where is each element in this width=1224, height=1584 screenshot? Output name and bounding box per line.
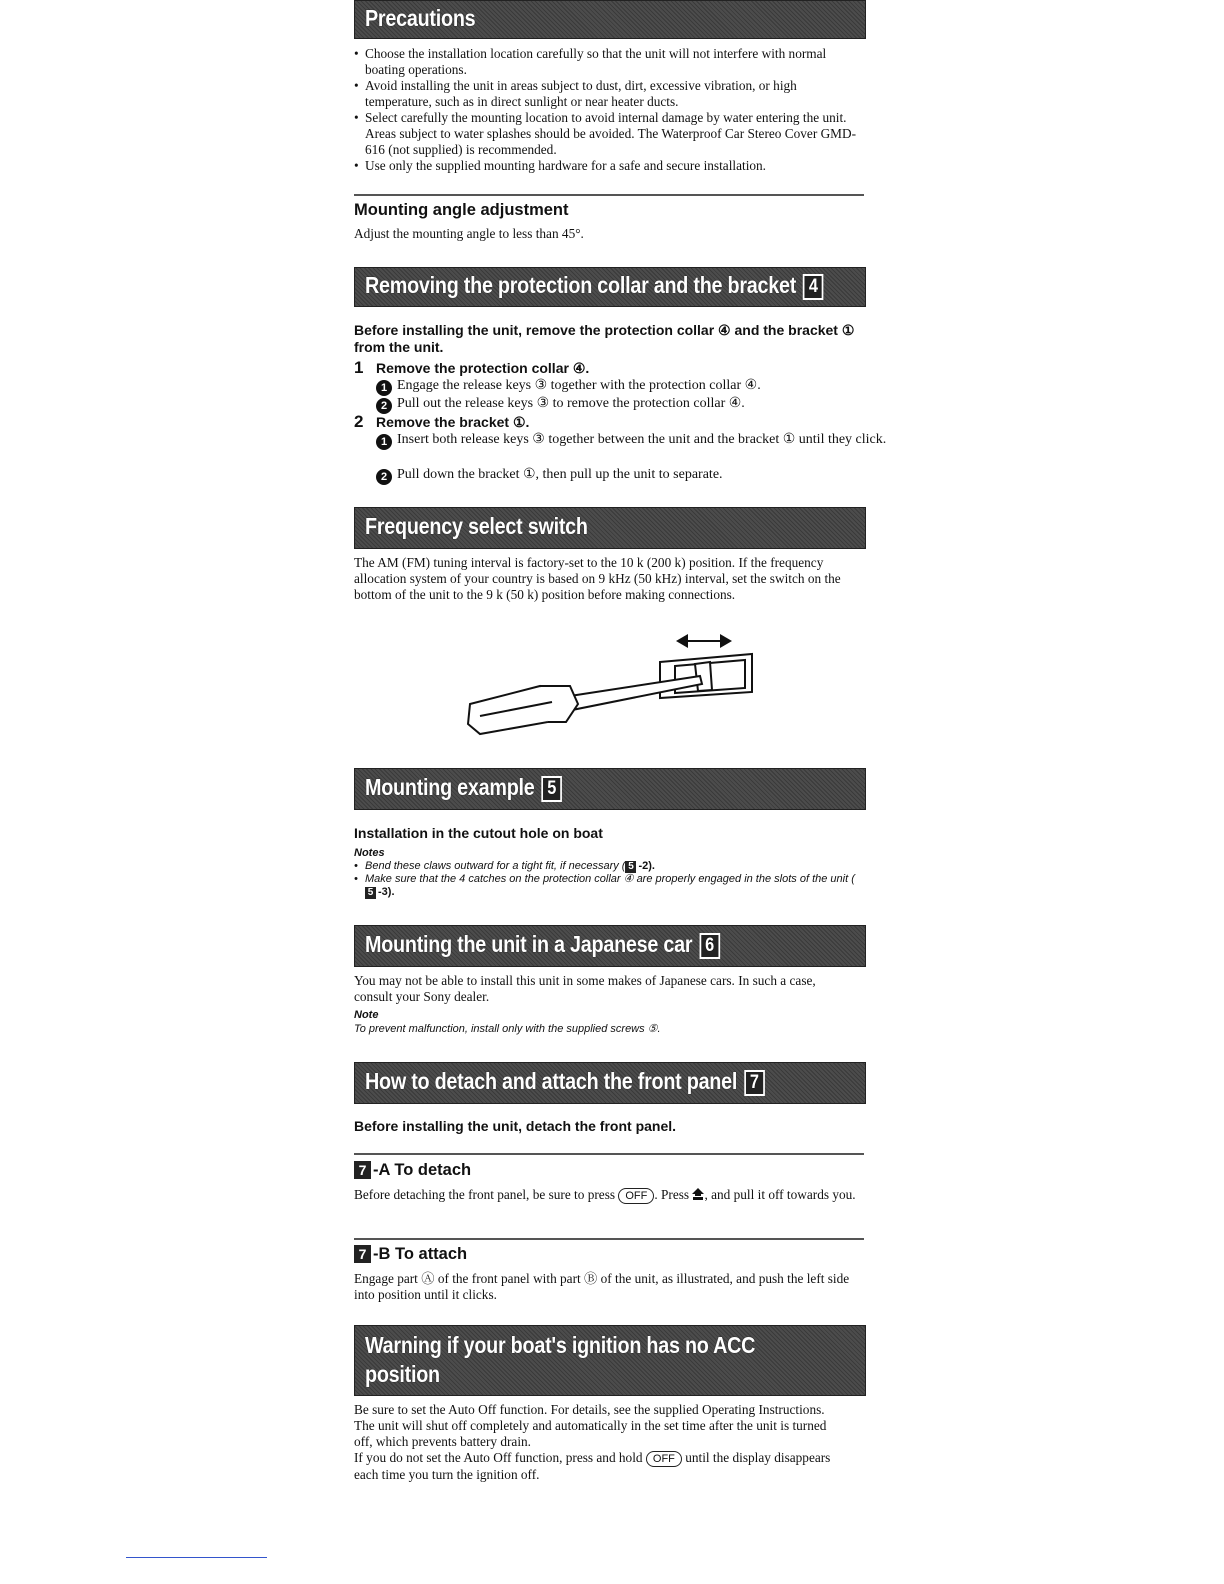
precaution-item: • Avoid installing the unit in areas subject to dust, dirt, excessive vibration, or high temperature, such as in direct sunlight or near heater ducts. (354, 78, 864, 110)
step-number: 1 (354, 358, 364, 377)
warning-title-line2: position (365, 1361, 440, 1387)
warning-banner (354, 1325, 866, 1396)
release-icon (692, 1188, 704, 1200)
attach-heading: 7 -B To attach (354, 1245, 864, 1264)
off-key: OFF (646, 1451, 682, 1467)
substep-text: Insert both release keys ③ together between the unit and the bracket ① until they click. (397, 432, 887, 447)
substep-text: Pull down the bracket ①, then pull up the unit to separate. (397, 467, 723, 482)
precaution-item: • Select carefully the mounting location to avoid internal damage by water entering the unit. Areas subject to water splashes should be avoided. The Waterproof Car Stereo Cover GMD-616 (not supplied) is recommended. (354, 110, 864, 158)
detach-heading: 7 -A To detach (354, 1161, 864, 1180)
step-number: 2 (354, 412, 364, 431)
step-heading: Remove the protection collar ④. (376, 360, 590, 376)
note-item: • Make sure that the 4 catches on the protection collar ④ are properly engaged in the slots of the unit (5 -3). (354, 873, 864, 899)
mounting-example-banner (354, 768, 866, 810)
frequency-title: Frequency select switch (365, 513, 588, 539)
figure-ref: 7 (354, 1161, 371, 1179)
substep-marker: 2 (376, 398, 392, 414)
off-key: OFF (618, 1188, 654, 1204)
figure-5-badge: 5 (541, 776, 562, 802)
substep (376, 395, 866, 414)
cutout-heading: Installation in the cutout hole on boat (354, 825, 603, 841)
removing-banner (354, 267, 866, 307)
substep (376, 466, 866, 485)
substep-marker: 1 (376, 434, 392, 450)
removing-intro: Before installing the unit, remove the protection collar ④ and the bracket ① from the unit. (354, 322, 855, 355)
footer-line (126, 1557, 267, 1558)
warning-title-line1: Warning if your boat's ignition has no ACC (365, 1332, 756, 1358)
warning-paragraph: Be sure to set the Auto Off function. For details, see the supplied Operating Instructions. (354, 1402, 825, 1417)
divider (354, 1153, 864, 1155)
frequency-text: The AM (FM) tuning interval is factory-set to the 10 k (200 k) position. If the frequency allocation system of your country is based on 9 kHz (50 kHz) interval, set the switch on the bottom of the unit to the 9 k (50 k) position before making connections. (354, 555, 841, 602)
removing-title: Removing the protection collar and the bracket (365, 272, 797, 298)
japanese-car-title: Mounting the unit in a Japanese car (365, 931, 693, 957)
arrow-left-icon (676, 634, 688, 648)
mounting-example-title: Mounting example (365, 774, 535, 800)
substep (376, 431, 887, 450)
screwdriver-switch-illustration (460, 624, 760, 744)
divider (354, 1238, 864, 1240)
precautions-banner (354, 0, 866, 39)
figure-7-badge: 7 (744, 1070, 765, 1096)
mounting-angle-text: Adjust the mounting angle to less than 45°. (354, 226, 584, 241)
japanese-car-banner (354, 925, 866, 967)
precaution-item: • Choose the installation location carefully so that the unit will not interfere with normal boating operations. (354, 46, 864, 78)
warning-body (354, 1402, 844, 1483)
japanese-car-note: To prevent malfunction, install only with the supplied screws ⑤. (354, 1023, 661, 1035)
precaution-item: • Use only the supplied mounting hardware for a safe and secure installation. (354, 158, 864, 174)
step-heading: Remove the bracket ①. (376, 414, 530, 430)
front-panel-banner (354, 1062, 866, 1104)
substep-marker: 2 (376, 469, 392, 485)
figure-4-badge: 4 (803, 274, 824, 300)
substep-text: Pull out the release keys ③ to remove the protection collar ④. (397, 396, 745, 411)
figure-6-badge: 6 (699, 933, 720, 959)
figure-ref: 7 (354, 1245, 371, 1263)
substep-text: Engage the release keys ③ together with the protection collar ④. (397, 378, 761, 393)
figure-ref: 5 (365, 887, 376, 899)
divider (354, 194, 864, 196)
figure-ref: 5 (625, 861, 636, 873)
front-panel-title: How to detach and attach the front panel (365, 1068, 738, 1094)
front-panel-intro: Before installing the unit, detach the front panel. (354, 1118, 677, 1134)
substep (376, 377, 866, 396)
notes-label: Notes (354, 847, 385, 859)
detach-text: Before detaching the front panel, be sure to press OFF . Press , and pull it off towards you. (354, 1187, 856, 1202)
attach-text: Engage part Ⓐ of the front panel with part Ⓑ of the unit, as illustrated, and push the left side into position until it clicks. (354, 1271, 850, 1302)
precautions-list (354, 46, 864, 174)
note-item: • Bend these claws outward for a tight fit, if necessary ( 5 -2). (354, 860, 864, 873)
arrow-right-icon (720, 634, 732, 648)
notes-list (354, 860, 864, 899)
warning-paragraph: If you do not set the Auto Off function, press and hold OFF until the display disappears each time you turn the ignition off. (354, 1450, 831, 1482)
warning-paragraph: The unit will shut off completely and automatically in the set time after the unit is turned off, which prevents battery drain. (354, 1418, 827, 1449)
precautions-title: Precautions (365, 5, 476, 31)
frequency-banner (354, 507, 866, 549)
mounting-angle-heading: Mounting angle adjustment (354, 201, 569, 219)
japanese-car-text: You may not be able to install this unit in some makes of Japanese cars. In such a case, consult your Sony dealer. (354, 973, 816, 1004)
note-label: Note (354, 1009, 379, 1021)
substep-marker: 1 (376, 380, 392, 396)
